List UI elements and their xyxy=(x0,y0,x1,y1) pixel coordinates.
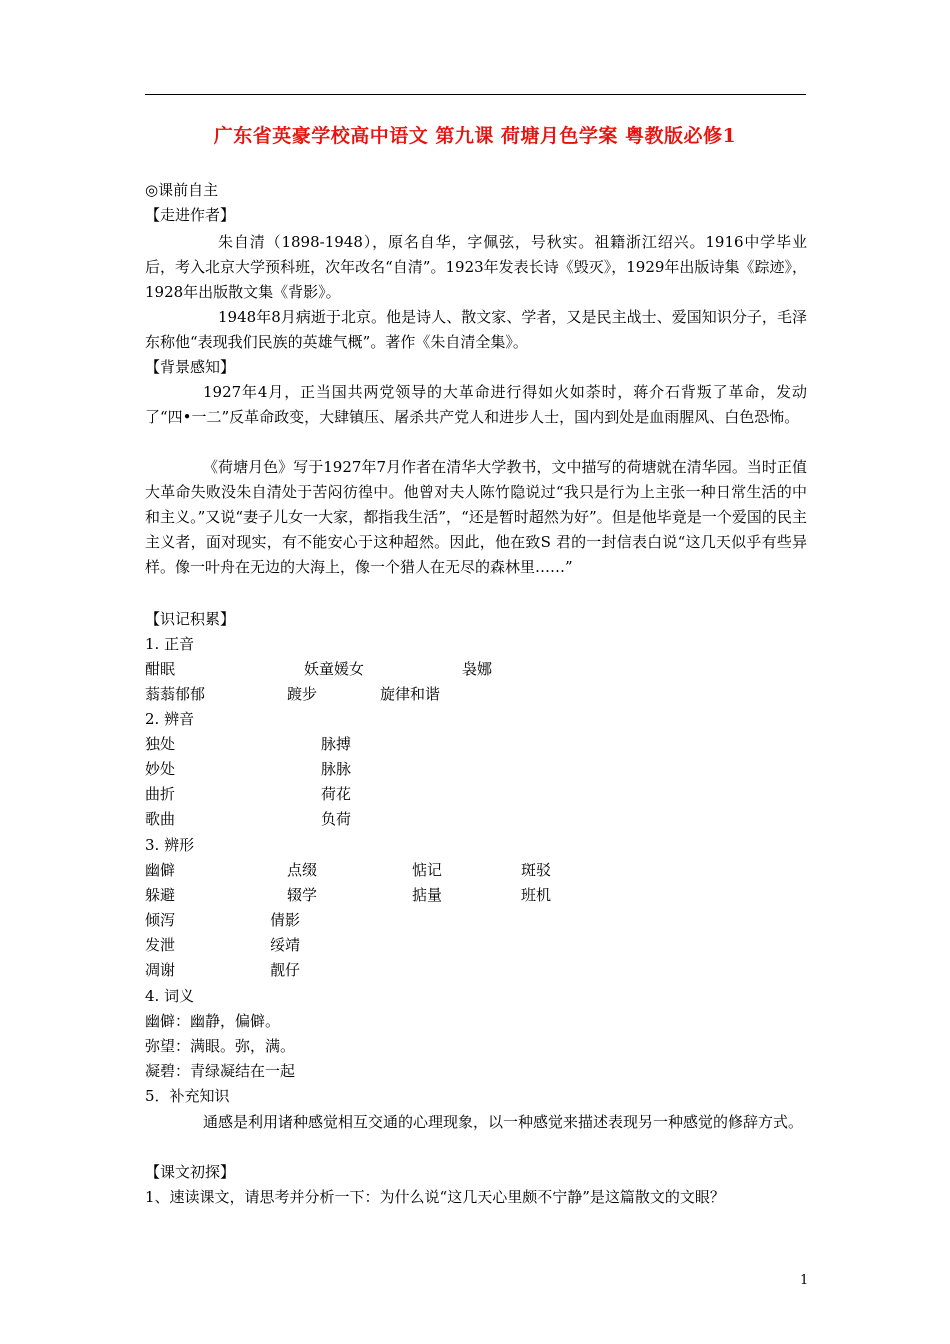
term: 辍学 xyxy=(287,886,318,904)
term: 脉搏 xyxy=(321,735,352,753)
word-meaning: 幽僻：幽静，偏僻。 xyxy=(145,1012,281,1030)
term: 袅娜 xyxy=(462,660,493,678)
author-paragraph-2: 1948年8月病逝于北京。他是诗人、散文家、学者，又是民主战士、爱国知识分子，毛泽东称他“表现我们民族的英雄气概”。著作《朱自清全集》。 xyxy=(145,308,807,351)
term: 惦记 xyxy=(412,861,443,879)
word-meaning: 凝碧：青绿凝结在一起 xyxy=(145,1062,296,1080)
term: 斑驳 xyxy=(521,861,552,879)
term: 妖童媛女 xyxy=(304,660,365,678)
item-1-heading: 1. 正音 xyxy=(145,635,195,653)
heading-explore: 【课文初探】 xyxy=(145,1163,236,1181)
heading-memory: 【识记积累】 xyxy=(145,610,236,628)
item-4-heading: 4. 词义 xyxy=(145,987,195,1005)
term: 靓仔 xyxy=(270,961,301,979)
heading-author: 【走进作者】 xyxy=(145,206,236,224)
section-pre: ◎课前自主 xyxy=(145,181,219,199)
term: 曲折 xyxy=(145,785,176,803)
item-3-heading: 3. 辨形 xyxy=(145,836,195,854)
term: 独处 xyxy=(145,735,176,753)
header-rule xyxy=(145,94,806,95)
term: 绥靖 xyxy=(270,936,301,954)
author-paragraph-1: 朱自清（1898-1948），原名自华，字佩弦，号秋实。祖籍浙江绍兴。1916中学毕业后，考入北京大学预科班，次年改名“自清”。1923年发表长诗《毁灭》，1929年出版诗集《踪迹》，1928年出版散文集《背影》。 xyxy=(145,233,807,301)
term: 负荷 xyxy=(321,810,352,828)
heading-background: 【背景感知】 xyxy=(145,358,236,376)
term: 歌曲 xyxy=(145,810,176,828)
term: 倩影 xyxy=(270,911,301,929)
background-paragraph-1: 1927年4月，正当国共两党领导的大革命进行得如火如荼时，蒋介石背叛了革命，发动了“四•一二”反革命政变，大肆镇压、屠杀共产党人和进步人士，国内到处是血雨腥风、白色恐怖。 xyxy=(145,383,807,426)
term: 班机 xyxy=(521,886,552,904)
word-meaning: 弥望：满眼。弥，满。 xyxy=(145,1037,296,1055)
background-paragraph-2: 《荷塘月色》写于1927年7月作者在清华大学教书，文中描写的荷塘就在清华园。当时正值大革命失败没朱自清处于苦闷彷徨中。他曾对夫人陈竹隐说过“我只是行为上主张一种日常生活的中和主义。”又说“妻子儿女一大家，都指我生活”，“还是暂时超然为好”。但是他毕竟是一个爱国的民主主义者，面对现实，有不能安心于这种超然。因此，他在致S 君的一封信表白说“这几天似乎有些异样。像一叶舟在无边的大海上，像一个猎人在无尽的森林里……” xyxy=(145,458,807,576)
term: 倾泻 xyxy=(145,911,176,929)
term: 凋谢 xyxy=(145,961,176,979)
term: 踱步 xyxy=(287,685,318,703)
doc-title: 广东省英豪学校高中语文 第九课 荷塘月色学案 粤教版必修1 xyxy=(213,125,737,147)
term: 旋律和谐 xyxy=(380,685,441,703)
question-1: 1、速读课文，请思考并分析一下：为什么说“这几天心里颇不宁静”是这篇散文的文眼？ xyxy=(145,1188,725,1206)
item-5-heading: 5．补充知识 xyxy=(145,1087,230,1105)
term: 掂量 xyxy=(412,886,443,904)
supplement-paragraph: 通感是利用诸种感觉相互交通的心理现象，以一种感觉来描述表现另一种感觉的修辞方式。 xyxy=(203,1113,804,1131)
term: 脉脉 xyxy=(321,760,352,778)
page-number: 1 xyxy=(800,1273,809,1288)
term: 荷花 xyxy=(321,785,352,803)
term: 妙处 xyxy=(145,760,176,778)
term: 幽僻 xyxy=(145,861,176,879)
term: 酣眠 xyxy=(145,660,176,678)
term: 点缀 xyxy=(287,861,318,879)
term: 躲避 xyxy=(145,886,176,904)
term: 发泄 xyxy=(145,936,176,954)
item-2-heading: 2. 辨音 xyxy=(145,710,195,728)
term: 蓊蓊郁郁 xyxy=(145,685,206,703)
